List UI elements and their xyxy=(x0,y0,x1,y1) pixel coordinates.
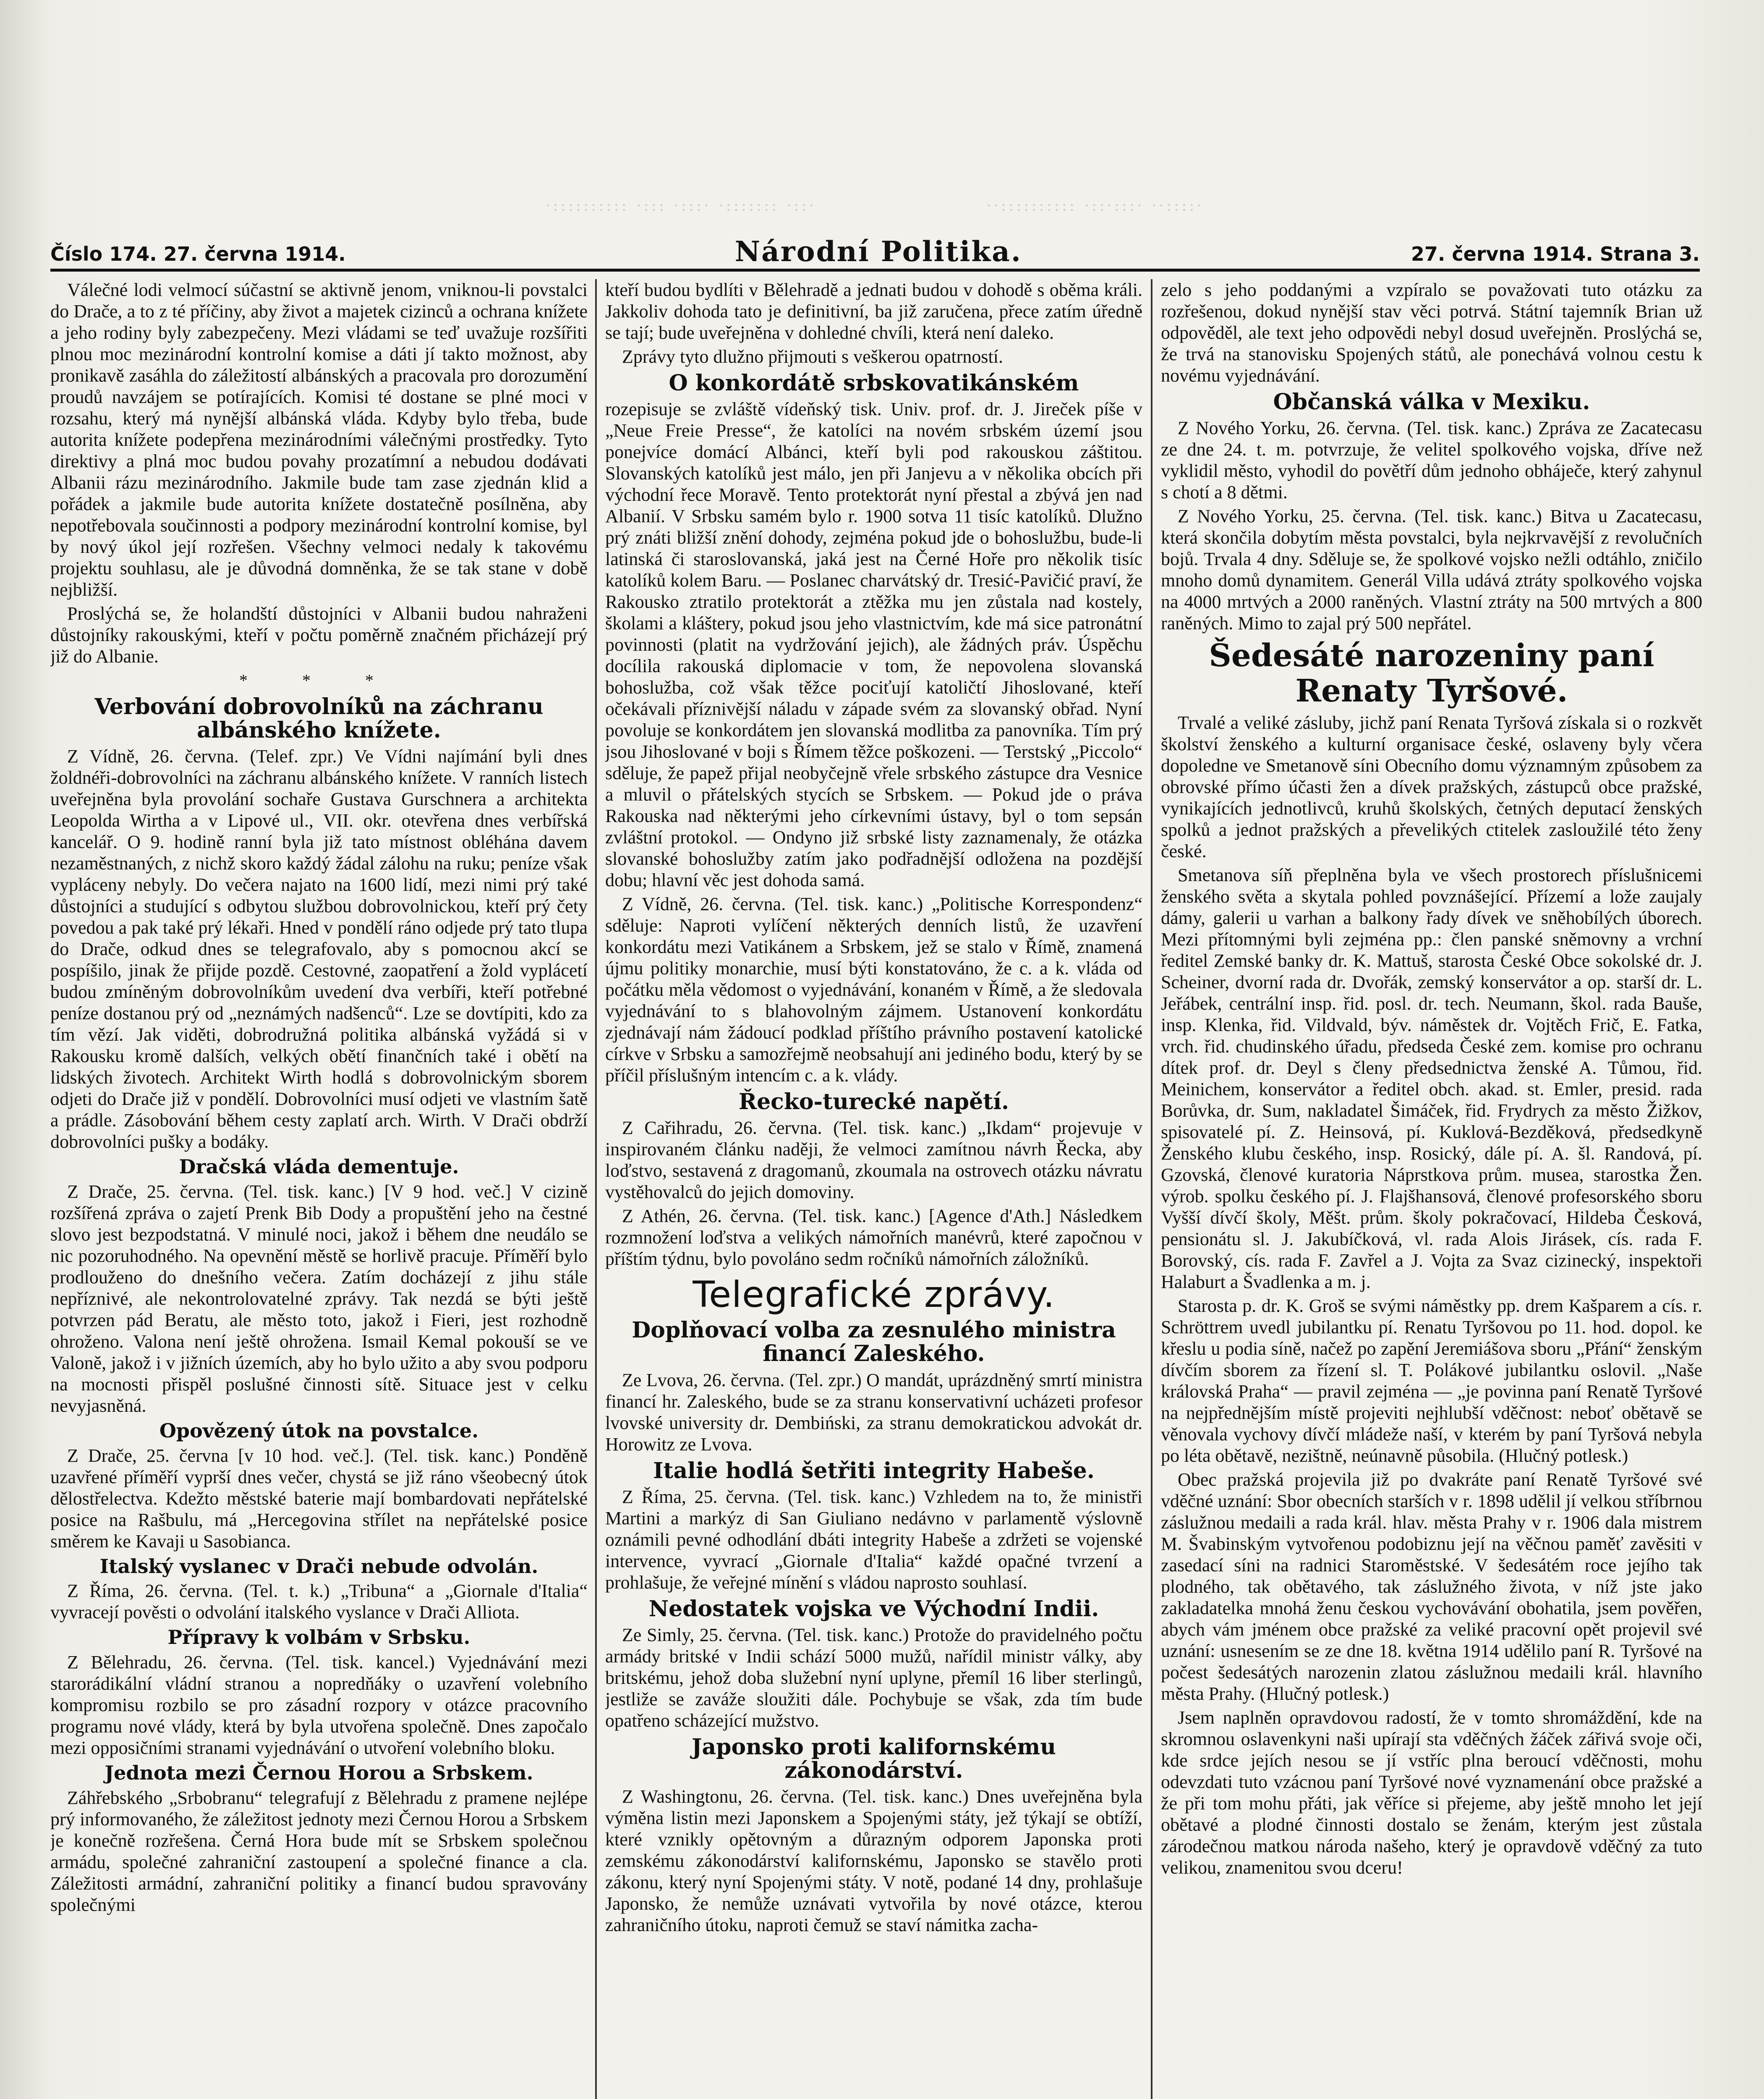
article-paragraph: Z Říma, 26. června. (Tel. t. k.) „Tribuna“ a „Giornale d'Italia“ vyvracejí pověsti o odvolání italského vyslance v Drači Alliota. xyxy=(50,1581,588,1623)
column-rule xyxy=(595,279,597,2099)
article-paragraph: Z Athén, 26. června. (Tel. tisk. kanc.) [Agence d'Ath.] Následkem rozmnožení loďstva a velikých námořních manévrů, které započnou v příštím týdnu, bylo povoláno sedm ročníků námořních záložníků. xyxy=(605,1206,1142,1269)
article-headline: Italský vyslanec v Drači nebude odvolán. xyxy=(99,1555,538,1578)
article-paragraph: kteří budou bydlíti v Bělehradě a jednati budou v dohodě s oběma králi. Jakkoliv dohoda tato je definitivní, ba již zaručena, přece zatím úředně se tají; bude uveřejněna v dohledné chvíli, která není daleko. xyxy=(605,280,1142,343)
page-header xyxy=(50,235,1700,272)
section-separator: * * * xyxy=(239,671,399,690)
date-page: 27. června 1914. Strana 3. xyxy=(1411,243,1700,265)
article-headline: Šedesáté narozeniny paní Renaty Tyršové. xyxy=(1209,638,1654,709)
article-paragraph: Jsem naplněn opravdovou radostí, že v tomto shromáždění, kde na skromnou oslavenkyni naši upírají sta vděčných žáček zářivá svoje oči, kde srdce jejích nesou se jí vstříc plna beroucí vděčnosti, mohu odevzdati tuto vzácnou paní Tyršové nové vyznamenání obce pražské a že při tom mohu přáti, jak věříce si přejeme, aby ještě mnoho let její obětavé a plodné činnosti dostalo se ženám, kterým jest zůstala zárodečnou matkou národa našeho, který je opravdově vděčný za tuto velikou, znamenitou svou dceru! xyxy=(1161,1707,1702,1878)
article-paragraph: Z Bělehradu, 26. června. (Tel. tisk. kancel.) Vyjednávání mezi starorádikální vládní stranou a nopredňáky o uzavření volebního kompromisu rozbilo se pro zásadní rozpory v otázce pracovního programu nové vlády, která by byla utvořena společně. Dnes započalo mezi opposičními stranami vyjednávání o utvoření volebního bloku. xyxy=(50,1652,588,1758)
article-paragraph: Záhřebského „Srbobranu“ telegrafují z Bělehradu z pramene nejlépe prý informovaného, že záležitost jednoty mezi Černou Horou a Srbskem je konečně rozřešena. Černá Hora bude mít se Srbskem společnou armádu, společné zahraniční zastoupení a společné finance a cla. Záležitosti armádní, zahraniční politiky a financí budou spravovány společnými xyxy=(50,1787,588,1915)
article-paragraph: zelo s jeho poddanými a vzpíralo se považovati tuto otázku za rozřešenou, dokud nynější stav věci potrvá. Státní tajemník Brian už odpověděl, ale text jeho odpovědi nebyl dosud uveřejněn. Proslýchá se, že trvá na stanovisku Spojených států, ale ponechává volnou cestu k novému vyjednávání. xyxy=(1161,280,1702,386)
article-paragraph: Z Drače, 25. června [v 10 hod. več.]. (Tel. tisk. kanc.) Ponděně uzavřené příměří vyprší dnes večer, chystá se již ráno všeobecný útok dělostřelectva. Kdežto městské baterie mají bombardovati nepřátelské posice na Rašbulu, má „Hercegovina střílet na nepřátelské posice směrem ke Kavaji u Sasobianca. xyxy=(50,1445,588,1552)
column-rule xyxy=(1151,279,1152,2099)
article-paragraph: Zprávy tyto dlužno přijmouti s veškerou opatrností. xyxy=(622,346,1003,367)
bleed-through-text: ··:::::::::: ·::·:::· ··::::· xyxy=(986,197,1204,215)
article-headline: Přípravy k volbám v Srbsku. xyxy=(167,1626,470,1649)
article-headline: Japonsko proti kalifornskému zákonodárství. xyxy=(691,1734,1056,1783)
article-paragraph: Ze Lvova, 26. června. (Tel. zpr.) O mandát, uprázdněný smrtí ministra financí hr. Zaleského, bude se za stranu konservativní ucházeti profesor lvovské university dr. Dembiński, za stranu demokratickou advokát dr. Horowitz ze Lvova. xyxy=(605,1369,1142,1455)
article-headline: Řecko-turecké napětí. xyxy=(738,1089,1009,1115)
issue-number: Číslo 174. 27. června 1914. xyxy=(50,243,346,265)
article-headline: Dračská vláda dementuje. xyxy=(179,1155,459,1178)
article-headline: Opovězený útok na povstalce. xyxy=(159,1419,479,1442)
article-paragraph: Z Cařihradu, 26. června. (Tel. tisk. kanc.) „Ikdam“ projevuje v inspirovaném článku naději, že velmoci zamítnou návrh Řecka, aby loďstvo, sestavená z dragomanů, zkoumala na ostrovech otázku návratu vystěhovalců do jejich domoviny. xyxy=(605,1118,1142,1203)
bleed-through-text: ·:::::::::: ·::: ·:::· ·::::::: ·::· xyxy=(546,197,817,215)
article-paragraph: Trvalé a veliké zásluby, jichž paní Renata Tyršová získala si o rozkvět školství ženského a kulturní organisace české, oslaveny byly včera dopoledne ve Smetanově síni Obecního domu významným způsobem za obrovské přímo účasti žen a dívek pražských, zástupců obce pražské, vynikajících jednotlivců, kruhů školských, četných deputací ženských spolků a jednot pražských a převelikých ctitelek zasloužilé této ženy české. xyxy=(1161,712,1702,862)
article-paragraph: Z Nového Yorku, 25. června. (Tel. tisk. kanc.) Bitva u Zacatecasu, která skončila dobytím města povstalci, byla nejkrvavější z revolučních bojů. Trvala 4 dny. Sděluje se, že spolkové vojsko nežli odtáhlo, zničilo mnoho domů dynamitem. Generál Villa udává ztráty spolkového vojska na 4000 mrtvých a 2000 raněných. Vlastní ztráty na 500 mrtvých a 800 raněných. Mimo to zajal prý 500 nepřátel. xyxy=(1161,506,1702,634)
article-paragraph: Z Nového Yorku, 26. června. (Tel. tisk. kanc.) Zpráva ze Zacatecasu ze dne 24. t. m. potvrzuje, že velitel spolkového vojska, dříve než vyklidil město, vyhodil do povětří dům jednoho obháječe, který zahynul s chotí a 8 dětmi. xyxy=(1161,418,1702,503)
article-headline: Jednota mezi Černou Horou a Srbskem. xyxy=(105,1761,533,1784)
article-paragraph: Z Washingtonu, 26. června. (Tel. tisk. kanc.) Dnes uveřejněna byla výměna listin mezi Japonskem a Spojenými státy, jež týkají se obtíží, které vznikly opětovným a důrazným odporem Japonska proti zemskému zákonodárství kalifornskému, Japonsko se stavělo proti zákonu, který nyní Spojenými státy. V notě, podané 14 dny, prohlašuje Japonsko, že nemůže uznávati vytvořila by nové otázce, kterou zahraničního útoku, naproti čemuž se staví námitka zacha- xyxy=(605,1786,1142,1936)
article-paragraph: Smetanova síň přeplněna byla ve všech prostorech příslušnicemi ženského světa a skytala pohled povznášející. Přízemí a lože zaujaly dámy, galerii u varhan a balkony řady dívek ve sněhobílých úborech. Mezi přítomnými byli zejména pp.: člen panské sněmovny a vrchní ředitel Zemské banky dr. K. Mattuš, starosta České Obce sokolské dr. J. Scheiner, dvorní rada dr. Dvořák, zemský konservátor a op. starší dr. L. Jeřábek, centrální insp. řid. posl. dr. tech. Neumann, škol. rada Bauše, insp. Klenka, řid. Vildvald, býv. náměstek dr. Vojtěch Frič, E. Fatka, vrch. řid. chudinského úřadu, předseda České zem. komise pro ochranu dítek prof. dr. Deyl s členy předsednictva ženské A. Tůmou, řid. Meinichem, konservátor a ředitel obch. akad. st. Emler, presid. rada Borůvka, dr. Sum, nakladatel Šimáček, řid. Frydrych za město Žižkov, spisovatelé pí. Z. Heinsová, pí. Kuklová-Bezděková, předsedkyně Ženského klubu českého, insp. Rosický, dále pí. A. šl. Randová, pí. Gzovská, členové kuratoria Náprstkova prům. musea, starostka Žen. výrob. spolku českého pí. J. Flajšhansová, členové profesorského sboru Vyšší dívčí školy, Měšt. prům. školy pokračovací, Hildeba Česková, pensionátu sl. J. Jakubíčková, vl. rada Alois Jirásek, cís. rada F. Borovský, cís. rada F. Zavřel a J. Vojta za Svaz cizinecký, inspektoři Halaburt a Švadlenka a m. j. xyxy=(1161,865,1702,1293)
column-3 xyxy=(1161,279,1702,2099)
article-paragraph: rozepisuje se zvláště vídeňský tisk. Univ. prof. dr. J. Jireček píše v „Neue Freie Presse“, že katolíci na novém srbském území jsou ponejvíce domácí Albánci, kteří byli pod rakouskou záštitou. Slovanských katolíků jest málo, jen při Janjevu a v několika obcích při východní řece Moravě. Tento protektorát nyní přestal a zbývá jen nad Albanií. V Srbsku samém bylo r. 1900 sotva 11 tisíc katolíků. Dlužno prý znáti bližší znění dohody, zejména pokud jde o bohoslužbu, bude-li latinská či staroslovanská, jaká jest na Černé Hoře pro několik tisíc katolíků kolem Baru. — Poslanec charvátský dr. Tresić-Pavičić praví, že Rakousko ztratilo protektorát a ztěžka mu jen zůstala nad kostely, školami a kláštery, pokud jsou jeho vlastnictvím, kde má sice patronátní povinnosti (platit na vydržování jejich), ale žádných práv. Úspěchu docílila rakouská diplomacie v tom, že nepovolena slovanská bohoslužba, což však těžce pociťují katoličtí Jihoslované, kteří očekávali příznivější náladu v západe svém za slovanský obřad. Nyní povoluje se konkordátem jen slovanská modlitba za panovníka. Tím prý jsou Jihoslované v boji s Římem těžce poškozeni. — Terstský „Piccolo“ sděluje, že papež přijal neobyčejně vřele srbského zástupce dra Vesnice a mluvil o přátelských stycích se Srbskem. — Pokud jde o práva Rakouska nad některými jeho církevními ústavy, byl o tom sepsán zvláštní protokol. — Ondyno již srbské listy zaznamenaly, že otázka slovanské bohoslužby zatím jako podřadnější odložena na pozdější dobu; hlavní věc jest dohoda samá. xyxy=(605,399,1142,891)
column-1 xyxy=(50,279,588,2099)
article-headline: Italie hodlá šetřiti integrity Habeše. xyxy=(653,1458,1095,1484)
article-headline: Nedostatek vojska ve Východní Indii. xyxy=(648,1596,1099,1622)
article-headline: Doplňovací volba za zesnulého ministra financí Zaleského. xyxy=(632,1317,1116,1367)
article-headline: O konkordátě srbskovatikánském xyxy=(669,370,1079,396)
article-headline: Telegrafické zprávy. xyxy=(693,1274,1055,1316)
article-paragraph: Z Říma, 25. června. (Tel. tisk. kanc.) Vzhledem na to, že ministři Martini a markýz di San Giuliano nedávno v parlamentě výslovně oznámili pevné odhodlání dbáti integrity Habeše a zdržeti se vojenské intervence, vyvrací „Giornale d'Italia“ každé opačné tvrzení a prohlašuje, že veřejné mínění s vládou naprosto souhlasí. xyxy=(605,1486,1142,1593)
article-headline: Občanská válka v Mexiku. xyxy=(1273,389,1590,415)
article-paragraph: Z Vídně, 26. června. (Telef. zpr.) Ve Vídni najímání byli dnes žoldnéři-dobrovolníci na záchranu albánského knížete. V ranních listech uveřejněna byla provolání sochaře Gustava Gurschnera a architekta Leopolda Wirtha a v Lipové ul., VII. okr. otevřena dnes verbířská kancelář. O 9. hodině ranní byla již tato místnost obléhána davem nezaměstnaných, z nichž skoro každý žádal zálohu na ruku; peníze však vypláceny nebyly. Do večera najato na 1600 lidí, mezi nimi prý také důstojníci a studující s odbytou službou dobrovolnickou, kteří prý čety povedou a pak také prý lékaři. Hned v pondělí ráno odjede prý tato tlupa do Drače, odkud dnes se telegrafovalo, aby s pomocnou akcí se pospíšilo, jinak že přijde pozdě. Cestovné, zaopatření a žold vyplácetí budou zmíněným dobrovolníkům uvedení dva verbíři, kteří potřebné peníze dostanou prý od „neznámých nadšenců“. Lze se dovtípiti, kdo za tím vězí. Jak viděti, dobrodružná politika albánská vyžádá si v Rakousku kromě dalších, velkých obětí finančních také i obětí na lidských životech. Architekt Wirth hodlá s dobrovolnickým sborem odjeti do Drače již v pondělí. Dobrovolníci musí odjeti ve vlastním šatě a prádle. Zásobování během cesty zaplatí arch. Wirth. V Drači obdrží dobrovolníci pušky a bodáky. xyxy=(50,746,588,1152)
article-paragraph: Z Drače, 25. června. (Tel. tisk. kanc.) [V 9 hod. več.] V cizině rozšířená zpráva o zajetí Prenk Bib Dody a propuštění jeho na čestné slovo jest bezpodstatná. V minulé noci, jakož i během dne neudálo se nic pozoruhodného. Na opevnění městě se horlivě pracuje. Příměří bylo prodlouženo do dnešního večera. Zatím docházejí z jihu stále nepříznivé, ale nekontrolovatelné zprávy. Tak nezdá se býti ještě potvrzen pád Beratu, ale město toto, jakož i Fieri, jest rozhodně ohroženo. Valona není ještě ohrožena. Ismail Kemal pokouší se ve Valoně, jakož i v jižních územích, aby ho bylo užito a aby svou podporu na mocnosti přispěl poslušné činnosti sítě. Situace jest v celku nevyjasněná. xyxy=(50,1181,588,1416)
masthead: Národní Politika. xyxy=(734,235,1022,268)
article-paragraph: Ze Simly, 25. června. (Tel. tisk. kanc.) Protože do pravidelného počtu armády britské v Indii schází 5000 mužů, nařídil ministr války, aby britskému, jehož doba služební nyní uplyne, přemíl 16 liber sterlingů, jestliže se zaváže sloužiti dále. Pochybuje se však, zda tím bude opatřeno scházející mužstvo. xyxy=(605,1624,1142,1731)
article-headline: Verbování dobrovolníků na záchranu albánského knížete. xyxy=(94,694,544,743)
article-paragraph: Válečné lodi velmocí súčastní se aktivně jenom, vniknou-li povstalci do Drače, a to z té příčiny, aby život a majetek cizinců a ochrana knížete a jeho rodiny byly zabezpečeny. Mezi vládami se teď uvažuje rozšířiti plnou moc mezinárodní kontrolní komise a dáti jí takto možnost, aby pronikavě zasáhla do záležitostí albánských a pracovala pro dorozumění proudů navzájem se potírajících. Komisi té dostane se plné moci v rozsahu, který má nynější albánská vláda. Kdyby bylo třeba, bude autorita knížete podepřena mezinárodními válečnými prostředky. Tyto direktivy a plná moc budou povahy prozatímní a nebudou dodávati Albanii rázu mezinárodního. Jakmile bude tam zase zjednán klid a pořádek a jakmile bude autorita knížete dostatečně posílněna, aby nepotřebovala součinnosti a podpory mezinárodní kontrolní komise, byl by nový úkol její rozřešen. Všechny velmoci nedaly k takovému projektu souhlasu, ale je důvodná domněnka, že se tak stane v době nejbližší. xyxy=(50,280,588,600)
column-2 xyxy=(605,279,1142,2099)
article-paragraph: Proslýchá se, že holandští důstojníci v Albanii budou nahraženi důstojníky rakouskými, kteří v počtu poměrně značném přicházejí prý již do Albanie. xyxy=(50,603,588,667)
article-paragraph: Starosta p. dr. K. Groš se svými náměstky pp. drem Kašparem a cís. r. Schröttrem uvedl jubilantku pí. Renatu Tyršovou po 11. hod. dopol. ke křeslu u podia síně, načež po zapění Jeremiášova sboru „Přání“ ženským dívčím sborem za řízení sl. T. Polákové jubilantku oslovil. „Naše královská Praha“ — pravil zejména — „je povinna paní Renatě Tyršové na nejpřednějším místě projeviti nejhlubší vděčnost: neboť obětavě se věnovala vychovy dívčí mládeže naší, v kterém by paní Tyršová nebyla po léta obětavě, nezištně, neúnavně působila. (Hlučný potlesk.) xyxy=(1161,1296,1702,1466)
article-paragraph: Z Vídně, 26. června. (Tel. tisk. kanc.) „Politische Korrespondenz“ sděluje: Naproti vylíčení některých denních listů, že uzavření konkordátu mezi Vatikánem a Srbskem, jež se stalo v Římě, znamená újmu politiky monarchie, musí býti konstatováno, že c. a k. vláda od počátku měla vědomost o vyjednávání, konaném v Římě, a že sledovala vyjednávání to s blahovolným zájmem. Ustanovení konkordátu zjednávají nám žádoucí podklad příštího právního postavení katolické církve v Srbsku a samozřejmě neobsahují ani jediného bodu, který by se příčil příslušným intencím c. a k. vlády. xyxy=(605,894,1142,1086)
article-paragraph: Obec pražská projevila již po dvakráte paní Renatě Tyršové své vděčné uznání: Sbor obecních starších v r. 1898 udělil jí velkou stříbrnou záslužnou medaili a rada král. hlav. města Prahy v r. 1906 dala mistrem M. Švabinským vytvořenou podobiznu její na věčnou paměť zavěsiti v zasedací síni na radnici Staroměstské. V šedesátém roce jejího tak plodného, tak obětavého, tak záslužného života, v níž jste jako zakladatelka mnohá ženu českou vychovávání obohatila, jsem pověřen, abych vám jménem obce pražské za veliké pracovní opět projevil své uznání: usnesením se ze dne 18. května 1914 udělilo paní R. Tyršové na počest šedesátých narozenin zlatou záslužnou medaili král. hlavního města Prahy. (Hlučný potlesk.) xyxy=(1161,1469,1702,1704)
